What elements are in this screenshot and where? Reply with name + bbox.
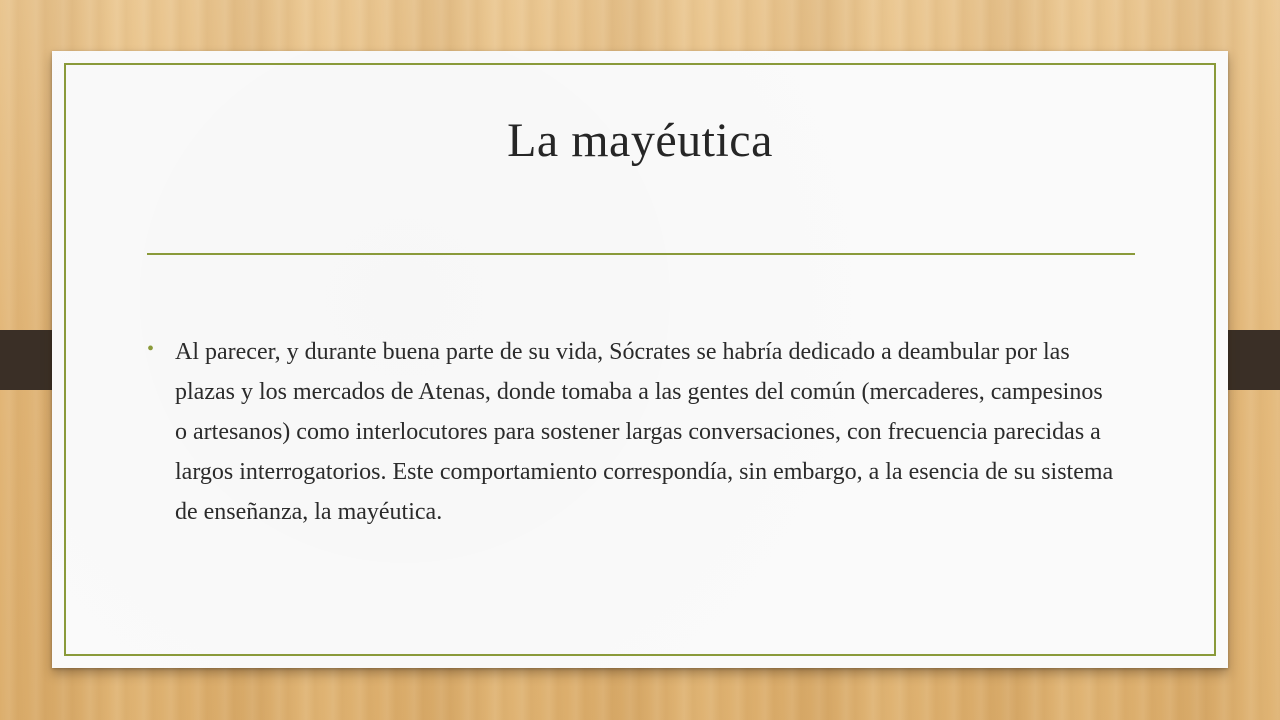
bullet-marker: • (147, 338, 155, 360)
title-divider (147, 253, 1135, 255)
slide-title: La mayéutica (507, 114, 773, 167)
slide-paper (52, 51, 1228, 668)
bullet-text: Al parecer, y durante buena parte de su vida, Sócrates se habría dedicado a deambular por las plazas y los mercados de Atenas, donde tomaba a las gentes del común (mercaderes, campesinos o artesanos) como interlocutores para sostener largas conversaciones, con frecuencia parecidas a largos interrogatorios. Este comportamiento correspondía, sin embargo, a la esencia de su sistema de enseñanza, la mayéutica. (175, 339, 1114, 525)
bullet-list (147, 332, 1117, 532)
bullet-item (147, 332, 1117, 532)
